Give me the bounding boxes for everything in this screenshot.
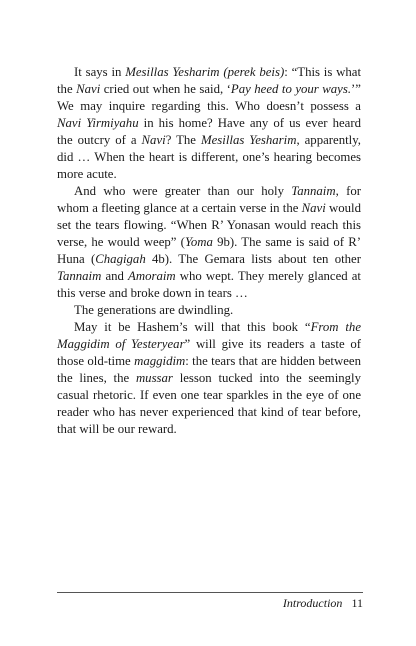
text-run: cried out when he said, ‘ <box>100 82 231 96</box>
text-run: and <box>101 269 129 283</box>
text-run: who wept. They merely glanced at this verse and broke down in tears … <box>57 269 361 300</box>
italic-run: Yoma <box>184 235 213 249</box>
italic-run: Amoraim <box>128 269 176 283</box>
italic-run: Navi Yirmiyahu <box>57 116 139 130</box>
italic-run: maggidim <box>134 354 186 368</box>
italic-run: From the Maggidim of Yesteryear <box>57 320 361 351</box>
paragraph-2 <box>57 183 361 302</box>
text-run: It says in <box>74 65 126 79</box>
running-footer <box>283 596 363 610</box>
italic-run: Navi <box>141 133 166 147</box>
text-run: , for whom a fleeting glance at a certain verse in the <box>57 184 361 215</box>
italic-run: Tannaim <box>291 184 336 198</box>
italic-run: Navi <box>301 201 326 215</box>
page-number: 11 <box>351 596 363 610</box>
italic-run: Tannaim <box>57 269 102 283</box>
paragraph-3 <box>57 302 361 319</box>
text-run: ? The <box>165 133 201 147</box>
text-run: , apparently, did … When the heart is different, one’s hearing becomes more acute. <box>57 133 361 181</box>
paragraph-1 <box>57 64 361 183</box>
text-run: And who were greater than our holy <box>74 184 292 198</box>
italic-run: Mesillas Yesharim <box>200 133 297 147</box>
paragraph-4 <box>57 319 361 438</box>
text-run: The generations are dwindling. <box>74 303 234 317</box>
text-run: : “This is what the <box>57 65 361 96</box>
text-run: : the tears that are hidden between the lines, the <box>57 354 361 385</box>
text-run: ” will give its readers a taste of those old-time <box>57 337 361 368</box>
text-run: 4b). The Gemara lists about ten other <box>145 252 361 266</box>
text-run: ’” We may inquire regarding this. Who doesn’t possess a <box>57 82 361 113</box>
text-run: 9b). The same is said of R’ Huna ( <box>57 235 361 266</box>
section-title: Introduction <box>282 596 343 610</box>
footer-rule <box>57 592 363 593</box>
text-run: would set the tears flowing. “When R’ Yonasan would reach this verse, he would weep” ( <box>57 201 361 249</box>
italic-run: Chagigah <box>95 252 146 266</box>
text-run: lesson tucked into the seemingly casual rhetoric. If even one tear sparkles in the eye of one reader who has never experienced that kind of tear before, that will be our reward. <box>57 371 361 436</box>
italic-run: mussar <box>135 371 173 385</box>
body-text <box>57 64 361 438</box>
italic-run: Pay heed to your ways. <box>230 82 352 96</box>
text-run: in his home? Have any of us ever heard the outcry of a <box>57 116 361 147</box>
text-run: May it be Hashem’s will that this book “ <box>74 320 311 334</box>
italic-run: Navi <box>76 82 101 96</box>
italic-run: Mesillas Yesharim (perek beis) <box>125 65 285 79</box>
